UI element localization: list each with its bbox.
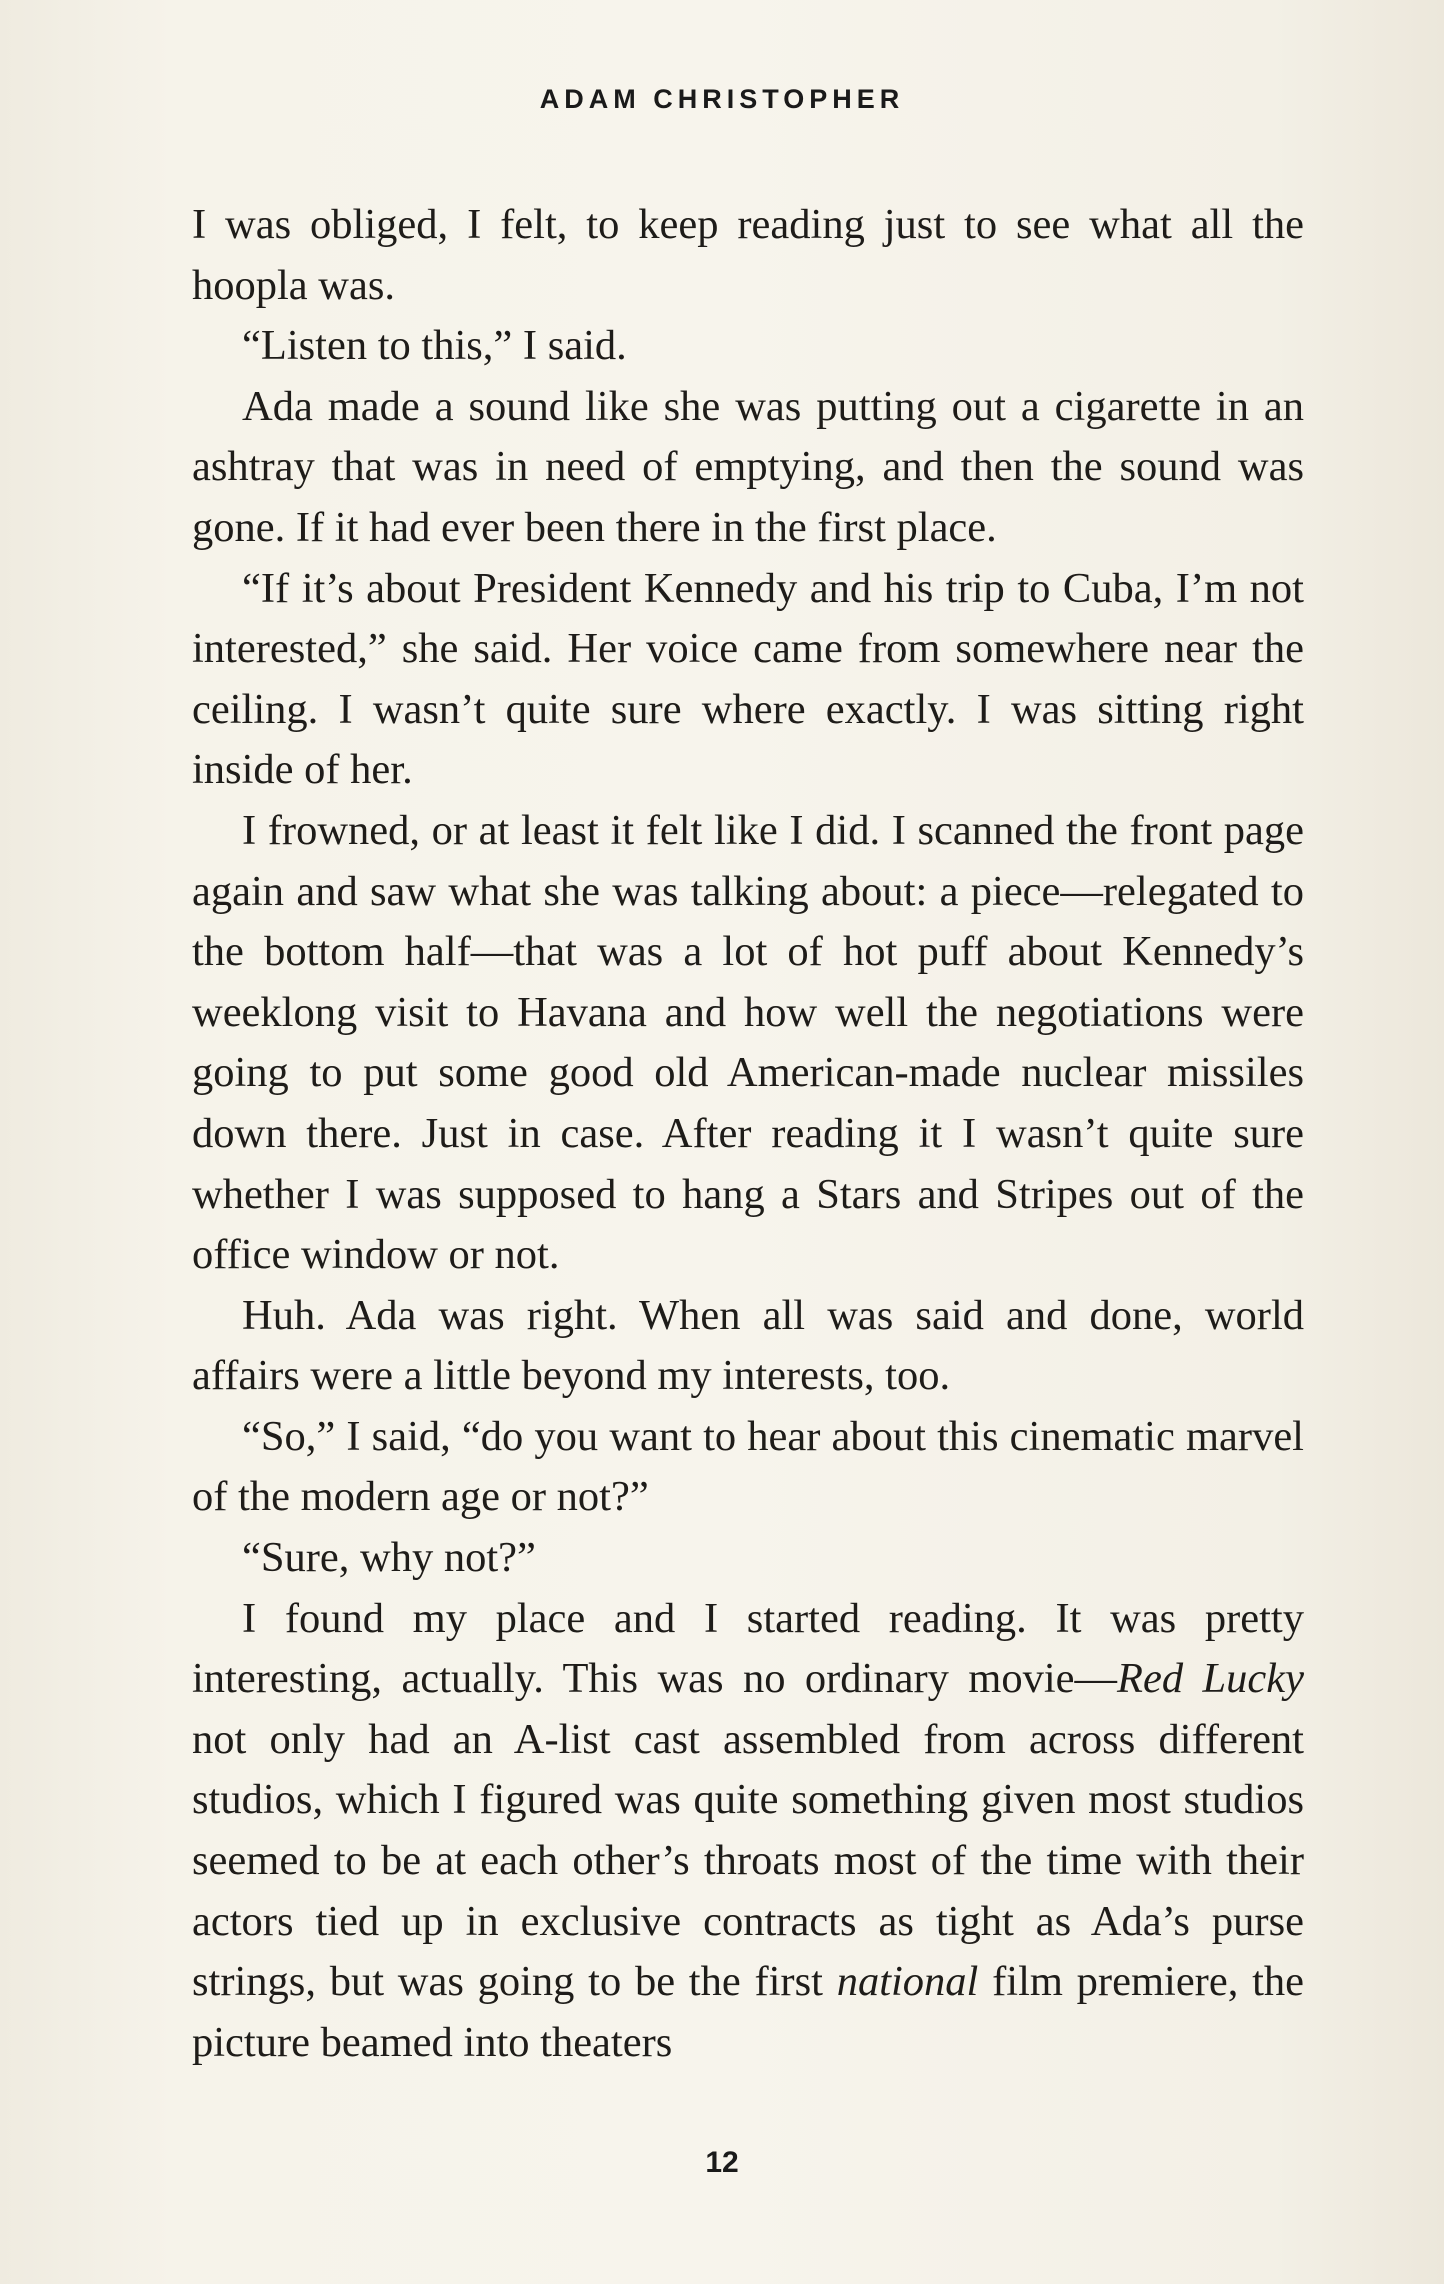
italic-title: Red Lucky bbox=[1117, 1655, 1304, 1703]
page-number: 12 bbox=[705, 2146, 739, 2179]
italic-emphasis: national bbox=[836, 1958, 979, 2006]
paragraph: Ada made a sound like she was putting out a cigarette in an ashtray that was in need of emptying, and then the sound was gone. If it had ever been there in the first place. bbox=[192, 382, 1304, 551]
paragraph: I frowned, or at least it felt like I did. I scanned the front page again and saw what she was talking about: a piece—relegated to the bottom half—that was a lot of hot puff about Kennedy’s weeklong visit to Havana and how well the negotiations were going to put some good old American-made nuclear missiles down there. Just in case. After reading it I wasn’t quite sure whether I was supposed to hang a Stars and Stripes out of the office window or not. bbox=[192, 806, 1304, 1279]
paragraph-last bbox=[192, 1589, 1304, 2074]
body-text bbox=[192, 195, 1304, 2073]
paragraph: I was obliged, I felt, to keep reading just to see what all the hoopla was. bbox=[192, 201, 1304, 309]
paragraph: Huh. Ada was right. When all was said and done, world affairs were a little beyond my interests, too. bbox=[192, 1291, 1304, 1400]
paragraph: “If it’s about President Kennedy and his trip to Cuba, I’m not interested,” she said. Her voice came from somewhere near the ceiling. I wasn’t quite sure where exactly. I was sitting right inside of her. bbox=[192, 564, 1304, 794]
paragraph: “Listen to this,” I said. bbox=[242, 322, 627, 370]
running-head: ADAM CHRISTOPHER bbox=[539, 84, 905, 114]
paragraph: “Sure, why not?” bbox=[242, 1534, 536, 1582]
text-run: not only had an A-list cast assembled from across different studios, which I figured was quite something given most studios seemed to be at each other’s throats most of the time with their actors tied up in exclusive contracts as tight as Ada’s purse strings, but was going to be the first bbox=[192, 1715, 1304, 2006]
text-run: film premiere, the picture beamed into theaters bbox=[192, 1958, 1304, 2066]
paragraph: “So,” I said, “do you want to hear about this cinematic marvel of the modern age or not?” bbox=[192, 1412, 1304, 1521]
text-run: I found my place and I started reading. It was pretty interesting, actually. This was no ordinary movie— bbox=[192, 1594, 1304, 1703]
